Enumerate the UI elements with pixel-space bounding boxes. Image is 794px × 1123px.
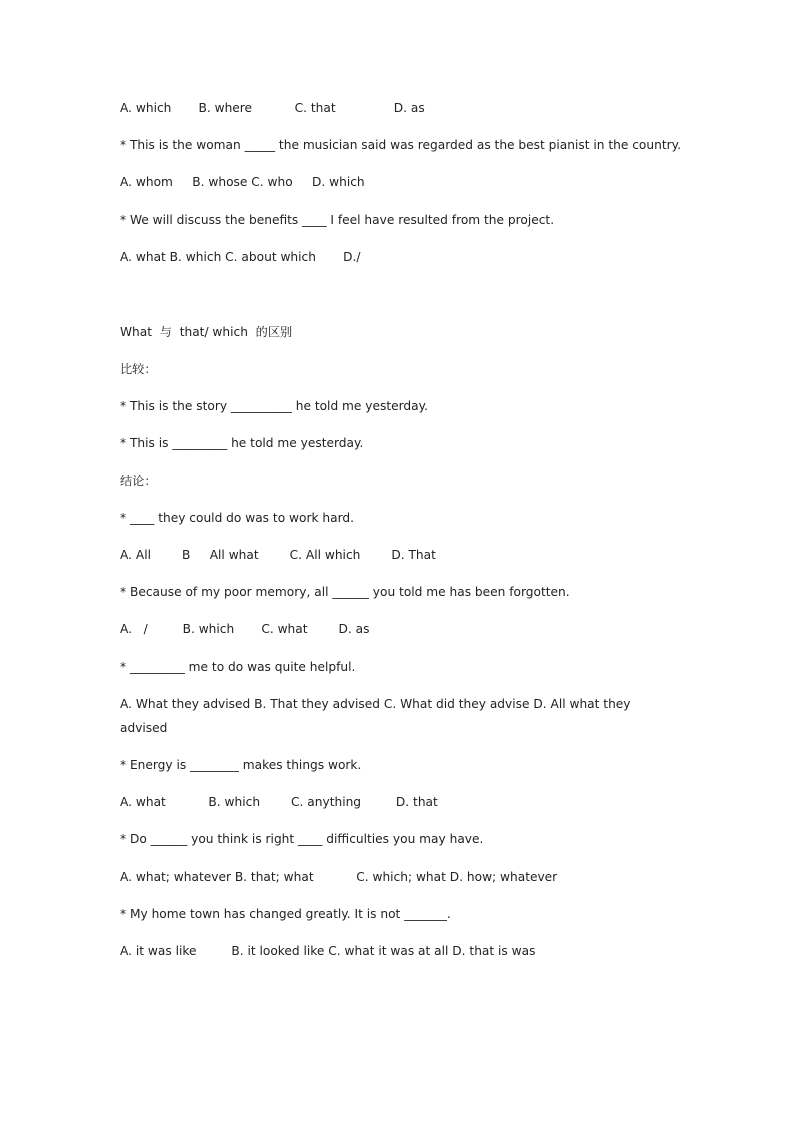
answer-options-line: A. / B. which C. what D. as [120,622,370,636]
answer-options-line: A. which B. where C. that D. as [120,101,425,115]
question-line: * We will discuss the benefits ____ I feel have resulted from the project. [120,213,555,227]
question-line: * ____ they could do was to work hard. [120,511,354,525]
answer-options-line: A. All B All what C. All which D. That [120,548,436,562]
answer-options-line: A. whom B. whose C. who D. which [120,175,365,189]
question-line: * Do ______ you think is right ____ difficulties you may have. [120,832,484,846]
question-line: * This is the woman _____ the musician said was regarded as the best pianist in the country. [120,138,681,152]
question-line: * _________ me to do was quite helpful. [120,660,356,674]
answer-options-line: A. What they advised B. That they advised C. What did they advise D. All what they advised [120,697,631,735]
answer-options-line: A. what; whatever B. that; what C. which; what D. how; whatever [120,870,558,884]
example-sentence: * This is the story __________ he told me yesterday. [120,399,428,413]
answer-options-line: A. what B. which C. anything D. that [120,795,438,809]
comparison-label: 比较： [120,362,157,376]
answer-options-line: A. what B. which C. about which D./ [120,250,361,264]
question-line: * My home town has changed greatly. It is not _______. [120,907,451,921]
section-heading: What 与 that/ which 的区别 [120,325,293,339]
example-sentence: * This is _________ he told me yesterday. [120,436,364,450]
answer-options-line: A. it was like B. it looked like C. what it was at all D. that is was [120,944,536,958]
conclusion-label: 结论： [120,474,157,488]
question-line: * Energy is ________ makes things work. [120,758,362,772]
question-line: * Because of my poor memory, all ______ you told me has been forgotten. [120,585,570,599]
